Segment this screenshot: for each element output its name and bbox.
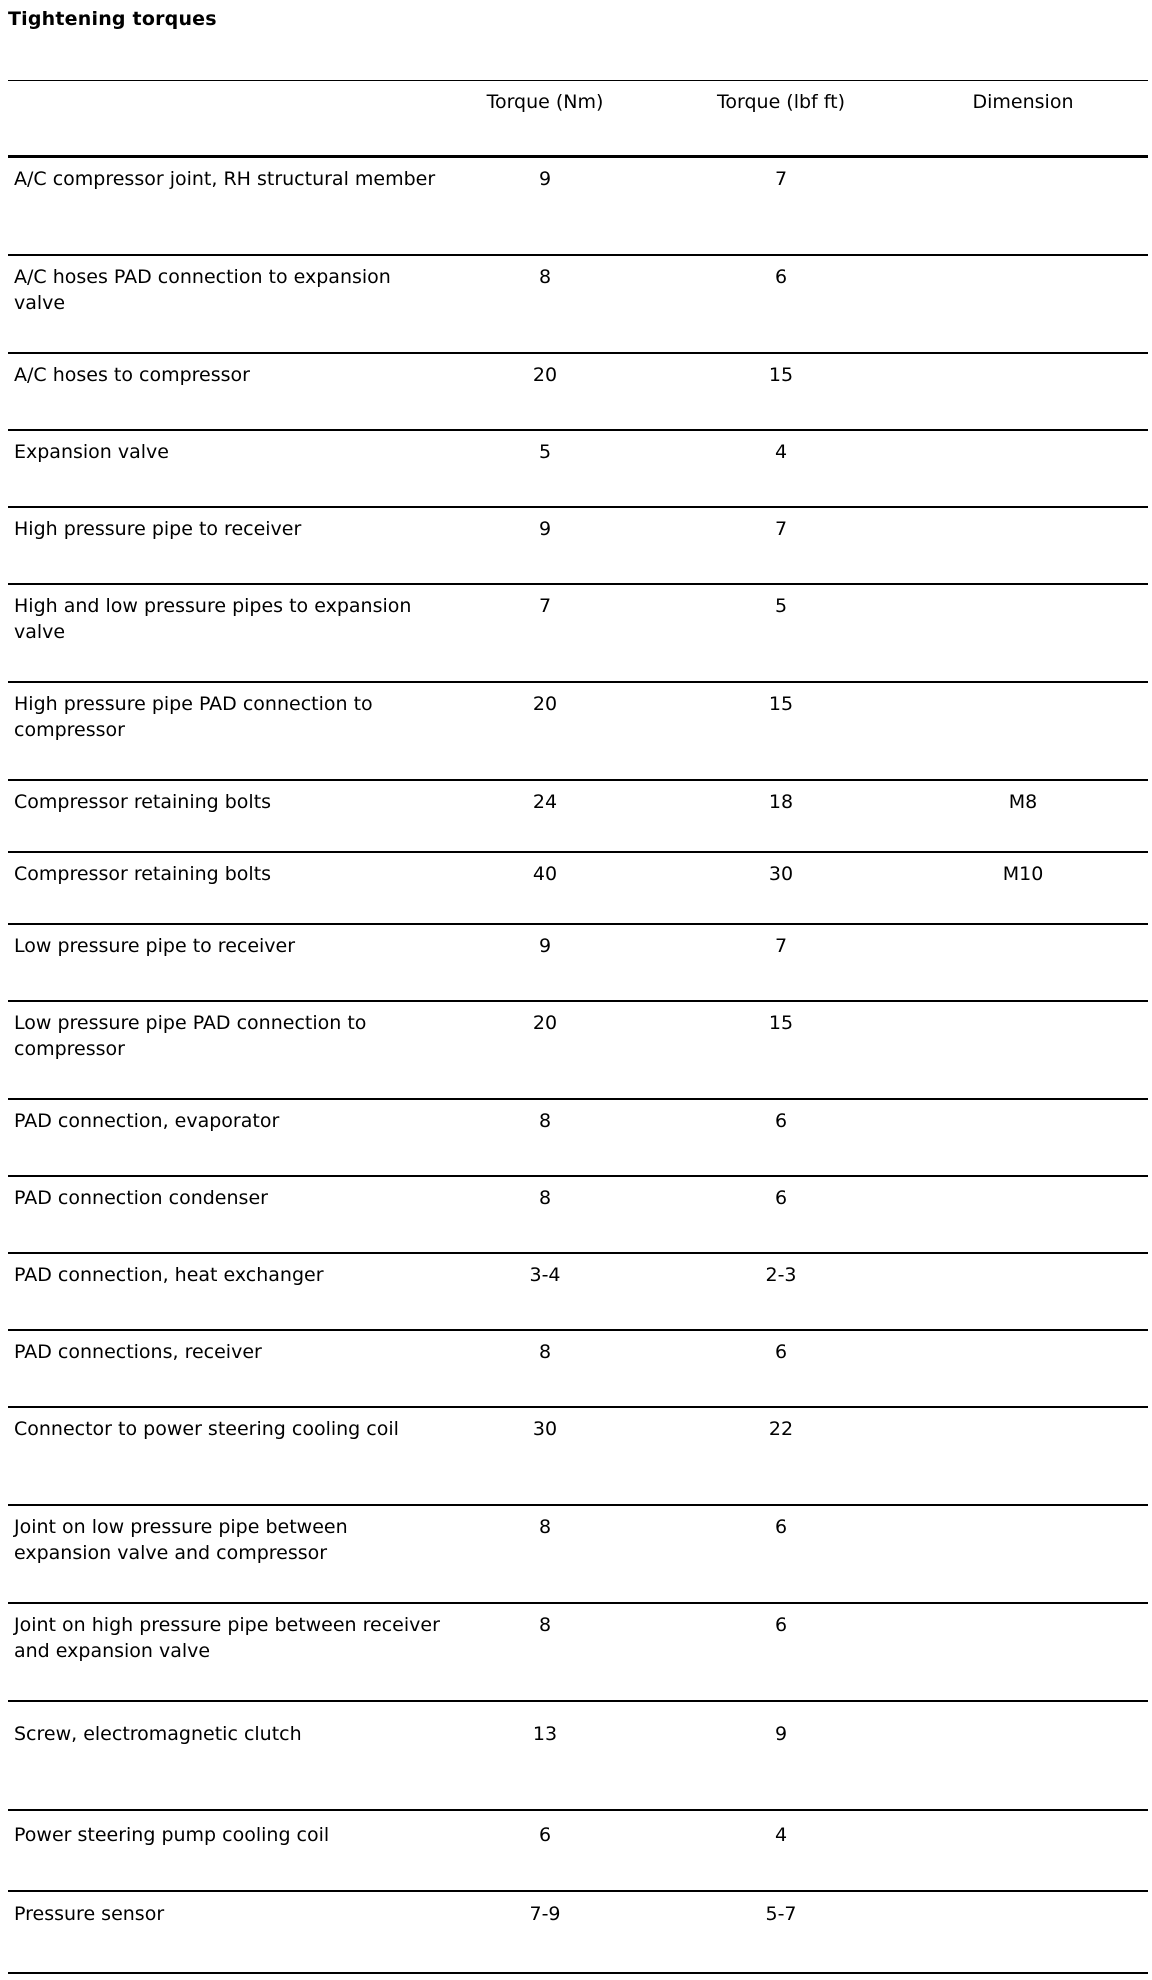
row-dimension: M8: [1008, 791, 1038, 813]
table-row: [8, 853, 1148, 925]
table-row: [8, 256, 1148, 354]
table-body: [8, 158, 1148, 1974]
row-torque-lbf: 15: [768, 364, 794, 386]
table-row: [8, 1892, 1148, 1974]
table-row: [8, 683, 1148, 781]
table-row: [8, 431, 1148, 508]
row-description: High and low pressure pipes to expansion valve: [14, 595, 412, 643]
table-row: [8, 354, 1148, 431]
row-torque-nm: 24: [532, 791, 558, 813]
row-torque-lbf: 4: [774, 1824, 788, 1846]
row-description: PAD connections, receiver: [14, 1341, 262, 1363]
table-row: [8, 1177, 1148, 1254]
row-description: Connector to power steering cooling coil: [14, 1418, 399, 1440]
row-torque-lbf: 7: [774, 518, 788, 540]
row-torque-nm: 8: [538, 1516, 552, 1538]
row-torque-lbf: 5-7: [765, 1903, 797, 1925]
row-torque-lbf: 4: [774, 441, 788, 463]
row-torque-lbf: 22: [768, 1418, 794, 1440]
row-torque-nm: 8: [538, 1187, 552, 1209]
row-torque-lbf: 9: [774, 1723, 788, 1745]
row-description: High pressure pipe PAD connection to compressor: [14, 693, 373, 741]
row-torque-nm: 20: [532, 693, 558, 715]
row-torque-nm: 9: [538, 518, 552, 540]
row-torque-nm: 6: [538, 1824, 552, 1846]
row-torque-nm: 3-4: [529, 1264, 561, 1286]
table-row: [8, 508, 1148, 585]
row-dimension: M10: [1002, 863, 1044, 885]
row-description: Screw, electromagnetic clutch: [14, 1723, 302, 1745]
row-description: PAD connection condenser: [14, 1187, 268, 1209]
table-row: [8, 158, 1148, 256]
table-row: [8, 1506, 1148, 1604]
table-row: [8, 1408, 1148, 1506]
row-description: High pressure pipe to receiver: [14, 518, 302, 540]
table-row: [8, 1331, 1148, 1408]
table-row: [8, 1811, 1148, 1892]
row-description: Power steering pump cooling coil: [14, 1824, 330, 1846]
row-torque-lbf: 6: [774, 1614, 788, 1636]
row-description: Low pressure pipe to receiver: [14, 935, 296, 957]
row-description: Compressor retaining bolts: [14, 791, 272, 813]
table-row: [8, 781, 1148, 853]
row-description: Joint on low pressure pipe between expansion valve and compressor: [14, 1516, 348, 1564]
row-torque-lbf: 6: [774, 1110, 788, 1132]
row-description: A/C compressor joint, RH structural member: [14, 168, 436, 190]
row-torque-nm: 5: [538, 441, 552, 463]
row-description: Low pressure pipe PAD connection to compressor: [14, 1012, 367, 1060]
row-torque-lbf: 15: [768, 1012, 794, 1034]
row-torque-nm: 9: [538, 168, 552, 190]
page-title: Tightening torques: [8, 8, 217, 30]
table-row: [8, 1604, 1148, 1702]
row-torque-nm: 8: [538, 266, 552, 288]
header-torque-lbf: Torque (lbf ft): [716, 91, 846, 113]
table-row: [8, 585, 1148, 683]
table-row: [8, 1002, 1148, 1100]
row-torque-lbf: 6: [774, 1516, 788, 1538]
row-torque-lbf: 6: [774, 1187, 788, 1209]
row-description: Expansion valve: [14, 441, 169, 463]
row-torque-nm: 8: [538, 1110, 552, 1132]
row-torque-nm: 8: [538, 1614, 552, 1636]
table-row: [8, 1100, 1148, 1177]
row-torque-nm: 13: [532, 1723, 558, 1745]
row-description: A/C hoses to compressor: [14, 364, 250, 386]
row-torque-nm: 7-9: [529, 1903, 561, 1925]
row-description: PAD connection, heat exchanger: [14, 1264, 324, 1286]
row-description: A/C hoses PAD connection to expansion valve: [14, 266, 391, 314]
row-description: Pressure sensor: [14, 1903, 165, 1925]
row-torque-lbf: 2-3: [765, 1264, 797, 1286]
table-row: [8, 925, 1148, 1002]
row-torque-nm: 20: [532, 364, 558, 386]
row-torque-lbf: 7: [774, 168, 788, 190]
row-torque-lbf: 6: [774, 1341, 788, 1363]
row-description: Joint on high pressure pipe between receiver and expansion valve: [14, 1614, 440, 1662]
row-torque-nm: 7: [538, 595, 552, 617]
table-header: [8, 81, 1148, 158]
row-description: Compressor retaining bolts: [14, 863, 272, 885]
row-torque-lbf: 7: [774, 935, 788, 957]
row-torque-lbf: 18: [768, 791, 794, 813]
row-torque-lbf: 5: [774, 595, 788, 617]
header-torque-nm: Torque (Nm): [486, 91, 604, 113]
header-dimension: Dimension: [972, 91, 1074, 113]
row-torque-lbf: 15: [768, 693, 794, 715]
row-torque-nm: 30: [532, 1418, 558, 1440]
row-torque-nm: 9: [538, 935, 552, 957]
row-torque-lbf: 6: [774, 266, 788, 288]
row-torque-nm: 40: [532, 863, 558, 885]
row-torque-nm: 20: [532, 1012, 558, 1034]
torque-table: [8, 80, 1148, 1974]
row-torque-lbf: 30: [768, 863, 794, 885]
row-torque-nm: 8: [538, 1341, 552, 1363]
table-row: [8, 1702, 1148, 1811]
row-description: PAD connection, evaporator: [14, 1110, 280, 1132]
table-row: [8, 1254, 1148, 1331]
